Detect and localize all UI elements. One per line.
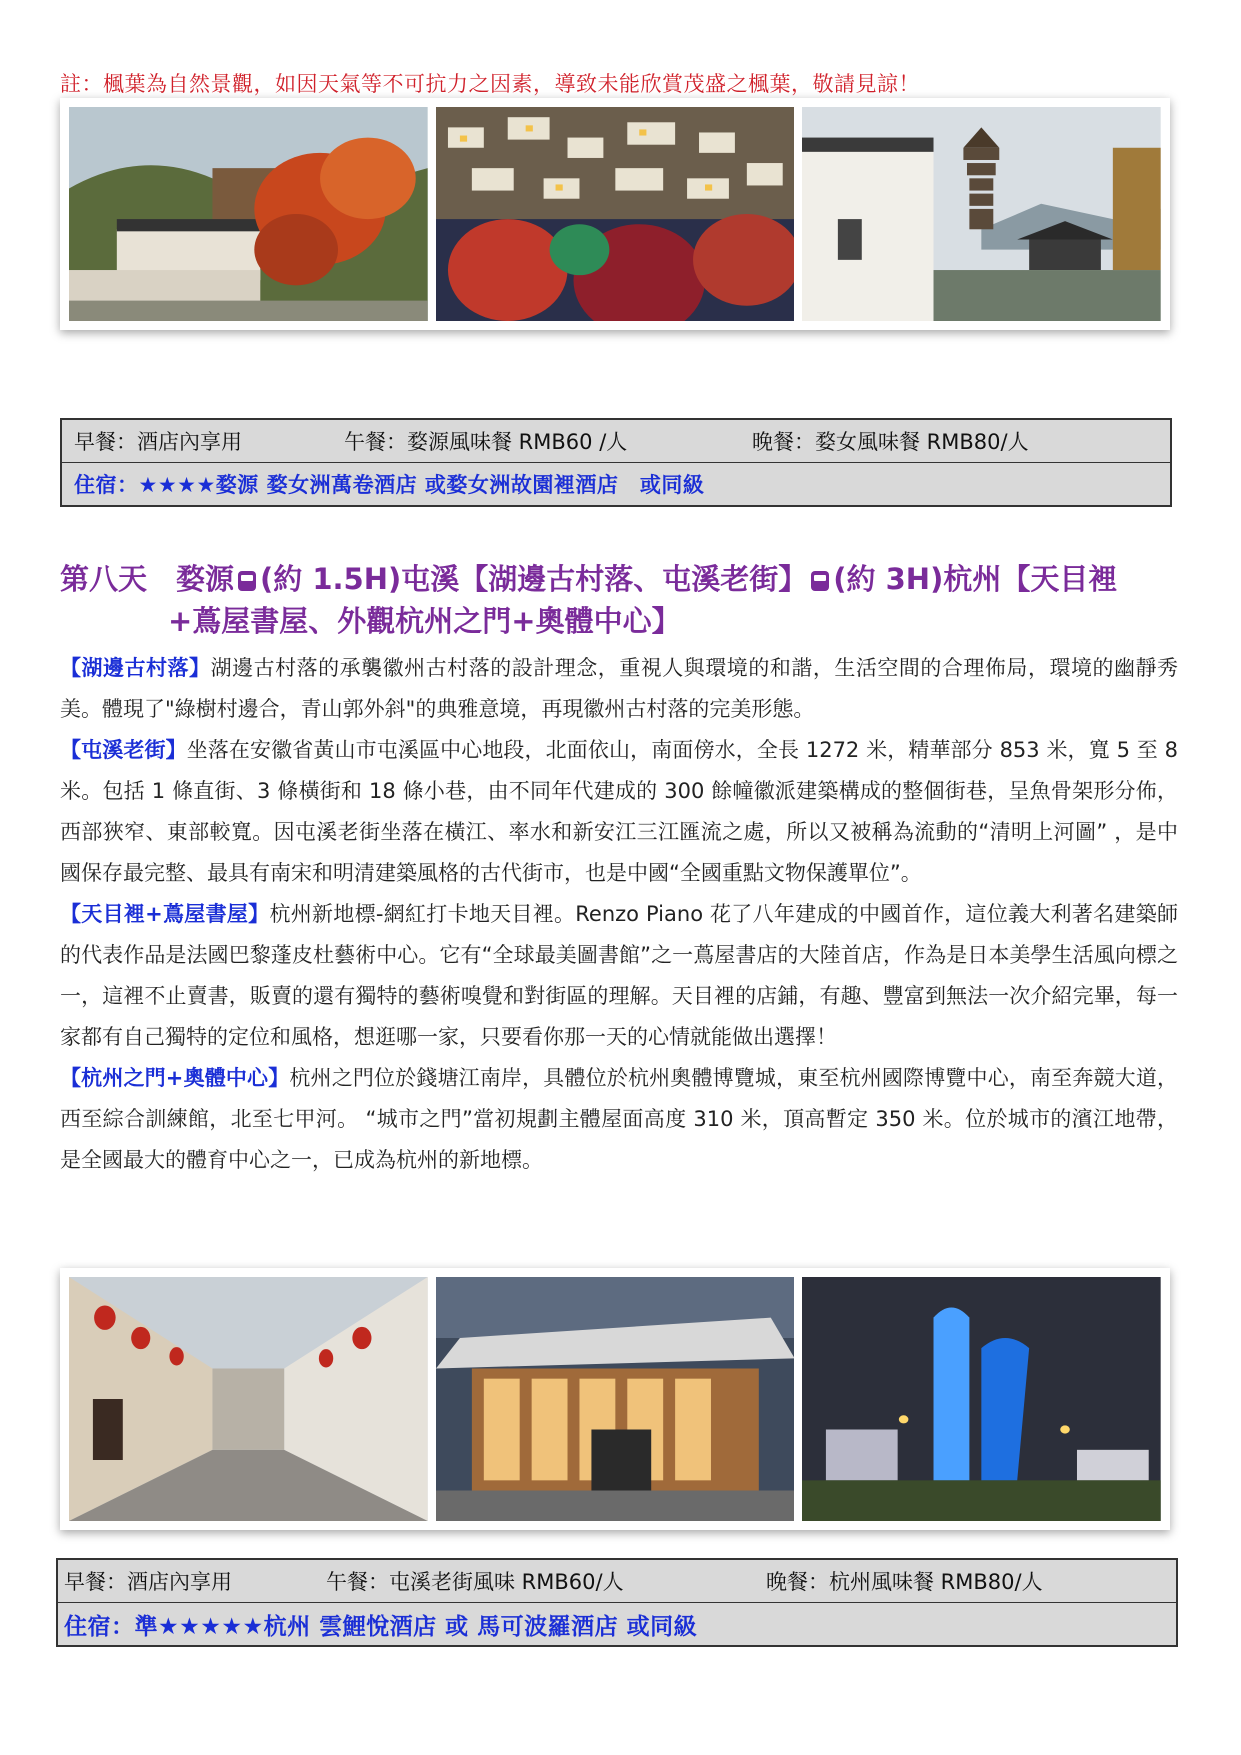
- photo-strip-bottom: [60, 1268, 1170, 1530]
- hotel-row: [58, 1603, 1176, 1645]
- meal-row: [58, 1560, 1176, 1603]
- photo-pagoda-village: [802, 107, 1161, 321]
- bus-icon: [238, 571, 256, 591]
- meal-row: [62, 420, 1170, 463]
- section-body: 湖邊古村落的承襲徽州古村落的設計理念，重視人與環境的和諧，生活空間的合理佈局，環境的幽靜秀美。體現了"綠樹村邊合，青山郭外斜"的典雅意境，再現徽州古村落的完美形態。: [60, 656, 1179, 721]
- section-body: 坐落在安徽省黃山市屯溪區中心地段，北面依山，南面傍水，全長 1272 米，精華部分 853 米，寬 5 至 8 米。包括 1 條直街、3 條橫街和 18 條小巷，由不同年代建成的 300 餘幢徽派建築構成的整個街巷，呈魚骨架形分佈，西部狹窄、東部較寬。因屯溪老街坐落在橫江、率水和新安江三江匯流之處，所以又被稱為流動的“清明上河圖” ，是中國保存最完整、最具有南宋和明清建築風格的古代街市，也是中國“全國重點文物保護單位”。: [60, 738, 1178, 885]
- dinner-label: 晚餐：婺女風味餐 RMB80/人: [752, 430, 1029, 454]
- day-title: [60, 558, 1180, 642]
- section-tianmuli: [60, 894, 1178, 1058]
- meal-table-day8: [56, 1558, 1178, 1647]
- section-heading: 【屯溪老街】: [60, 738, 187, 762]
- hotel-label: 住宿：準★★★★★杭州 雲鯉悅酒店 或 馬可波羅酒店 或同級: [64, 1613, 698, 1640]
- section-lakeside-village: [60, 648, 1178, 730]
- section-body: 杭州之門位於錢塘江南岸，具體位於杭州奧體博覽城，東至杭州國際博覽中心，南至奔競大道，西至綜合訓練館，北至七甲河。 “城市之門”當初規劃主體屋面高度 310 米，頂高暫定 350 米。位於城市的濱江地帶，是全國最大的體育中心之一，已成為杭州的新地標。: [60, 1066, 1178, 1172]
- section-heading: 【湖邊古村落】: [60, 656, 211, 680]
- breakfast-label: 早餐：酒店內享用: [64, 1570, 232, 1594]
- photo-village-autumn: [69, 107, 428, 321]
- section-body: 杭州新地標-網紅打卡地天目裡。Renzo Piano 花了八年建成的中國首作，這位義大利著名建築師的代表作品是法國巴黎蓬皮杜藝術中心。它有“全球最美圖書館”之一蔦屋書店的大陸首店，作為是日本美學生活風向標之一，這裡不止賣書，販賣的還有獨特的藝術嗅覺和對街區的理解。天目裡的店鋪，有趣、豐富到無法一次介紹完畢，每一家都有自己獨特的定位和風格，想逛哪一家，只要看你那一天的心情就能做出選擇！: [60, 902, 1178, 1049]
- maple-notice: 註：楓葉為自然景觀，如因天氣等不可抗力之因素，導致未能欣賞茂盛之楓葉，敬請見諒！: [60, 72, 920, 96]
- photo-tianmuli-bookstore: [436, 1277, 795, 1521]
- photo-old-street: [69, 1277, 428, 1521]
- section-tunxi-old-street: [60, 730, 1178, 894]
- photo-strip-top: [60, 98, 1170, 330]
- photo-village-night: [436, 107, 795, 321]
- meal-table-day7: [60, 418, 1172, 507]
- bus-icon: [811, 571, 829, 591]
- section-hangzhou-gate: [60, 1058, 1178, 1181]
- breakfast-label: 早餐：酒店內享用: [74, 430, 242, 454]
- day-title-part2: (約 1.5H)屯溪【湖邊古村落、屯溪老街】: [260, 562, 808, 596]
- hotel-row: [62, 463, 1170, 505]
- section-heading: 【天目裡+蔦屋書屋】: [60, 902, 270, 926]
- day-title-part1: 第八天 婺源: [60, 562, 235, 596]
- photo-hangzhou-gate-night: [802, 1277, 1161, 1521]
- lunch-label: 午餐：婺源風味餐 RMB60 /人: [344, 430, 628, 454]
- section-heading: 【杭州之門+奧體中心】: [60, 1066, 290, 1090]
- day-title-part3: (約 3H)杭州【天目裡: [833, 562, 1118, 596]
- itinerary-description: [60, 648, 1178, 1181]
- hotel-label: 住宿：★★★★婺源 婺女洲萬卷酒店 或婺女洲故園裡酒店 或同級: [74, 473, 705, 497]
- lunch-label: 午餐：屯溪老街風味 RMB60/人: [326, 1570, 624, 1594]
- day-title-line2: +蔦屋書屋、外觀杭州之門+奧體中心】: [168, 604, 681, 638]
- dinner-label: 晚餐：杭州風味餐 RMB80/人: [766, 1570, 1043, 1594]
